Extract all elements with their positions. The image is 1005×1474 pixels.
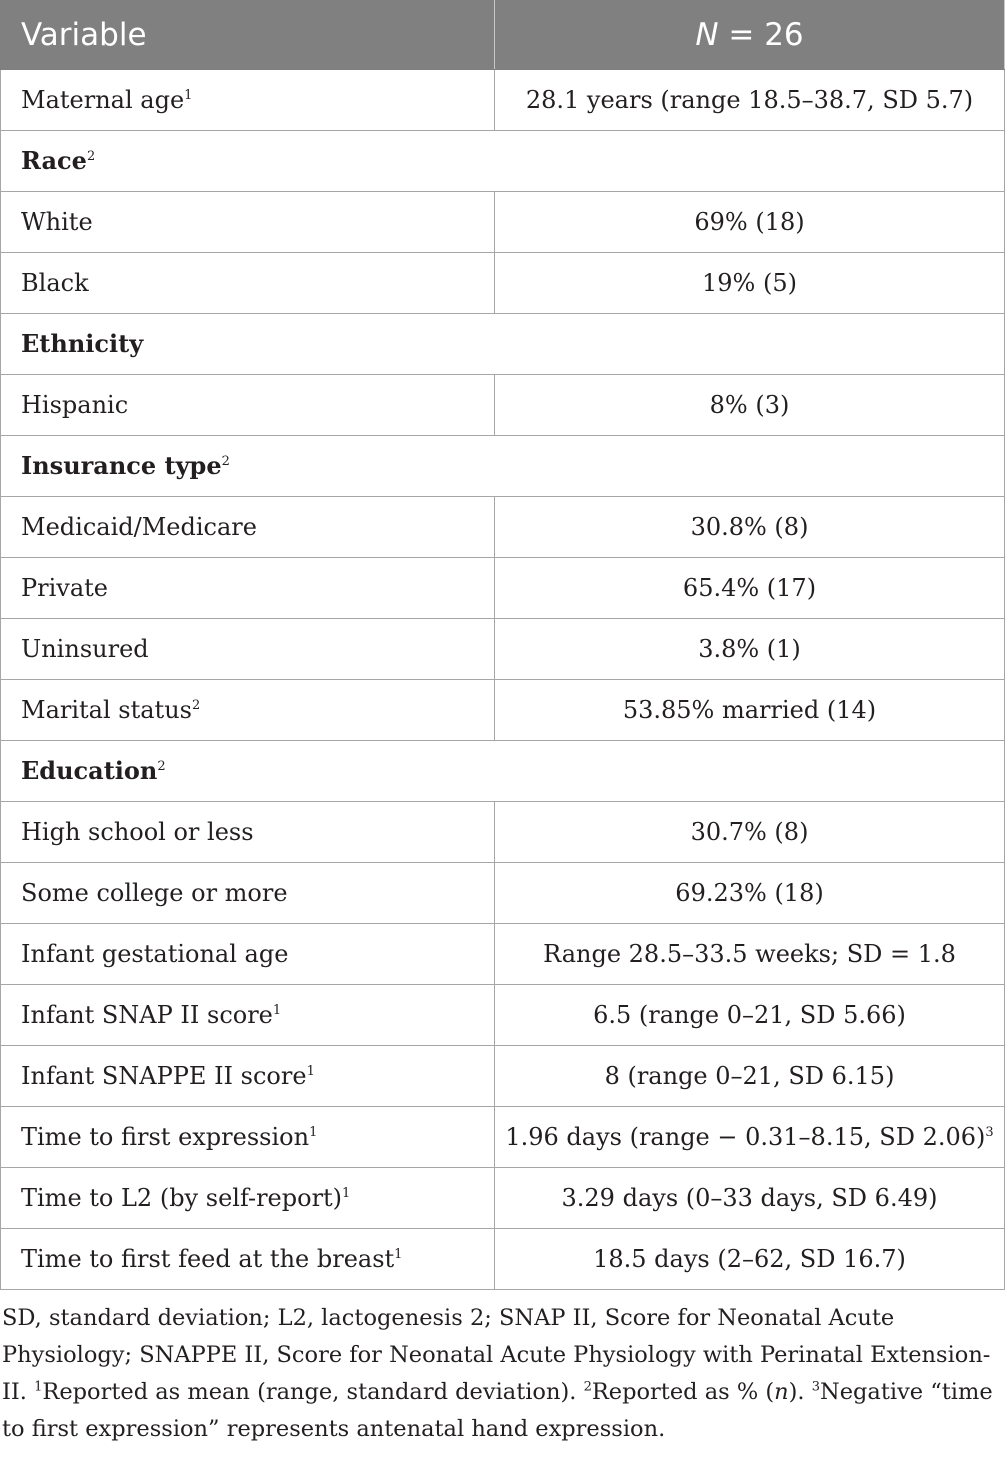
value-cell (495, 863, 1005, 924)
table-header-row (1, 1, 1005, 70)
variable-label: Uninsured (21, 635, 149, 663)
value-cell (495, 1046, 1005, 1107)
footnote-ref: 1 (394, 1247, 403, 1262)
value-text: 18.5 days (2–62, SD 16.7) (593, 1245, 906, 1273)
variable-cell (1, 70, 495, 131)
footnote-ref: 1 (342, 1186, 351, 1201)
variable-label: Private (21, 574, 109, 602)
variable-cell (1, 1168, 495, 1229)
value-text: 69.23% (18) (675, 879, 824, 907)
table-row (1, 253, 1005, 314)
variable-label: High school or less (21, 818, 254, 846)
section-row (1, 436, 1005, 497)
value-cell (495, 1107, 1005, 1168)
value-text: 53.85% married (14) (622, 696, 877, 724)
variable-cell (1, 253, 495, 314)
value-cell (495, 375, 1005, 436)
variable-cell (1, 802, 495, 863)
variable-cell (1, 192, 495, 253)
value-text: Range 28.5–33.5 weeks; SD = 1.8 (543, 940, 956, 968)
value-cell (495, 192, 1005, 253)
footnote-marker-3: 3 (811, 1379, 821, 1395)
footnote-ref: 1 (272, 1003, 282, 1018)
value-text: 6.5 (range 0–21, SD 5.66) (593, 1001, 906, 1029)
variable-label: Infant SNAPPE II score (21, 1062, 307, 1090)
section-row (1, 741, 1005, 802)
footnote-1-text: Reported as mean (range, standard deviation). (42, 1379, 584, 1405)
value-text: 30.7% (8) (690, 818, 809, 846)
value-text: 28.1 years (range 18.5–38.7, SD 5.7) (525, 86, 974, 114)
table-row (1, 1229, 1005, 1290)
value-cell (495, 619, 1005, 680)
variable-label: White (21, 208, 93, 236)
footnote-ref: 2 (221, 454, 230, 469)
table-row (1, 375, 1005, 436)
variable-label: Some college or more (21, 879, 288, 907)
footnote-ref: 2 (191, 698, 201, 713)
table-row (1, 985, 1005, 1046)
table-row (1, 558, 1005, 619)
footnote-2-text-b: ). (788, 1379, 812, 1405)
variable-label: Time to first feed at the breast (21, 1245, 395, 1273)
value-cell (495, 558, 1005, 619)
variable-cell (1, 924, 495, 985)
value-text: 8% (3) (709, 391, 790, 419)
table-row (1, 924, 1005, 985)
footnote-ref: 1 (309, 1125, 318, 1140)
footnote-ref: 1 (306, 1064, 315, 1079)
variable-cell (1, 497, 495, 558)
variable-label: Time to first expression (21, 1123, 310, 1151)
footnote-ref: 1 (184, 88, 193, 103)
value-cell (495, 253, 1005, 314)
value-cell (495, 985, 1005, 1046)
table-row (1, 680, 1005, 741)
variable-label: Medicaid/Medicare (21, 513, 257, 541)
table-row (1, 619, 1005, 680)
variable-label: Ethnicity (21, 329, 144, 358)
table-row (1, 1046, 1005, 1107)
variable-label: Infant gestational age (21, 940, 289, 968)
value-cell (495, 680, 1005, 741)
variable-cell (1, 558, 495, 619)
variable-cell (1, 1046, 495, 1107)
footnote-ref: 2 (157, 759, 166, 774)
variable-cell (1, 741, 1005, 802)
value-text: 19% (5) (702, 269, 797, 297)
table-row (1, 1107, 1005, 1168)
value-cell (495, 802, 1005, 863)
variable-label: Infant SNAP II score (21, 1001, 273, 1029)
header-variable: Variable (1, 1, 495, 70)
variable-cell (1, 314, 1005, 375)
variable-cell (1, 131, 1005, 192)
footnote-marker-2: 2 (583, 1379, 592, 1395)
variable-label: Insurance type (21, 451, 222, 480)
variable-cell (1, 436, 1005, 497)
table-footnote (2, 1300, 1002, 1448)
variable-label: Hispanic (21, 391, 129, 419)
table-row (1, 802, 1005, 863)
footnote-2-text-a: Reported as % ( (591, 1379, 775, 1405)
footnote-ref: 3 (985, 1125, 994, 1140)
variable-label: Time to L2 (by self-report) (21, 1184, 343, 1212)
value-text: 30.8% (8) (690, 513, 809, 541)
table-row (1, 192, 1005, 253)
value-text: 8 (range 0–21, SD 6.15) (604, 1062, 895, 1090)
header-n-value: = 26 (718, 17, 804, 53)
value-text: 1.96 days (range − 0.31–8.15, SD 2.06) (505, 1123, 986, 1151)
variable-cell (1, 1229, 495, 1290)
value-text: 65.4% (17) (682, 574, 817, 602)
header-n-symbol: N (695, 17, 719, 53)
value-cell (495, 70, 1005, 131)
value-cell (495, 497, 1005, 558)
value-text: 3.29 days (0–33 days, SD 6.49) (561, 1184, 938, 1212)
footnote-abbreviations: SD, standard deviation; L2, lactogenesis 2; SNAP II, Score for Neonatal Acute Physiology; SNAPPE II, Score for Neonatal Acute Physiology with Perinatal Extension-II. (2, 1305, 991, 1405)
variable-label: Maternal age (21, 86, 185, 114)
value-cell (495, 924, 1005, 985)
section-row (1, 314, 1005, 375)
table-row (1, 1168, 1005, 1229)
value-text: 3.8% (1) (698, 635, 801, 663)
variable-cell (1, 375, 495, 436)
variable-label: Education (21, 756, 158, 785)
variable-label: Black (21, 269, 89, 297)
section-row (1, 131, 1005, 192)
variable-label: Marital status (21, 696, 192, 724)
value-text: 69% (18) (694, 208, 805, 236)
value-cell (495, 1168, 1005, 1229)
table-row (1, 497, 1005, 558)
footnote-marker-1: 1 (34, 1379, 43, 1395)
footnote-3-text: Negative “time to first expression” represents antenatal hand expression. (2, 1379, 993, 1442)
variable-cell (1, 863, 495, 924)
variable-label: Race (21, 146, 87, 175)
variable-cell (1, 1107, 495, 1168)
table-row (1, 863, 1005, 924)
footnote-2-n: n (774, 1379, 789, 1405)
header-sample-size (495, 1, 1005, 70)
footnote-ref: 2 (86, 149, 96, 164)
variable-cell (1, 680, 495, 741)
variable-cell (1, 619, 495, 680)
value-cell (495, 1229, 1005, 1290)
table-row (1, 70, 1005, 131)
variable-cell (1, 985, 495, 1046)
